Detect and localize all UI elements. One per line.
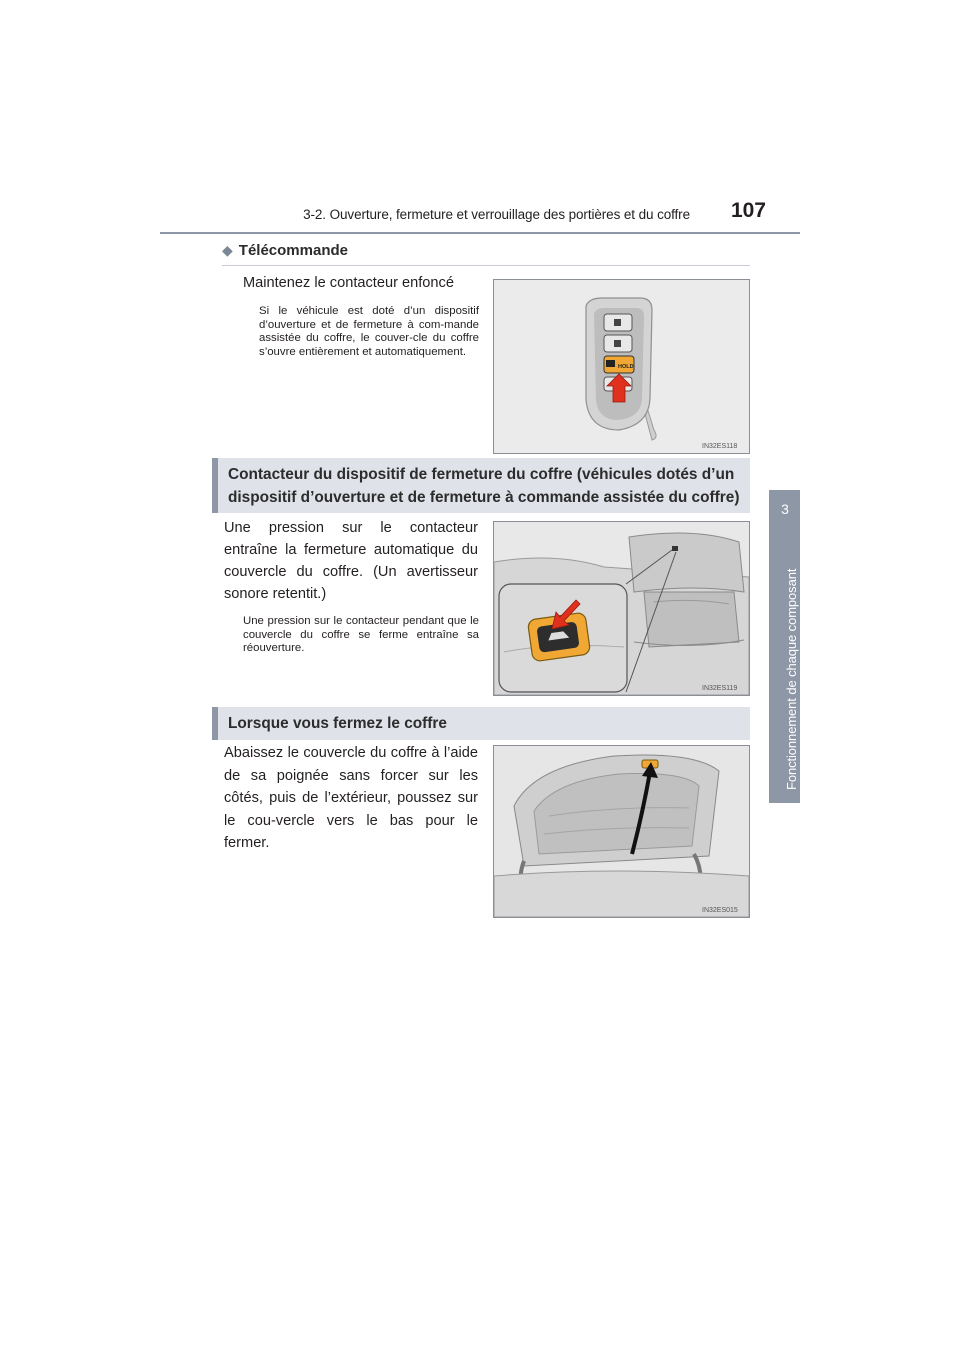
subsection-heading-remote-text: Télécommande: [238, 242, 348, 259]
image-code-2: IN32ES119: [702, 685, 738, 692]
running-header-title: 3-2. Ouverture, fermeture et verrouillage des portières et du coffre: [303, 207, 690, 222]
remote-instruction: Maintenez le contacteur enfoncé: [243, 275, 454, 291]
chapter-tab-label: Fonctionnement de chaque composant: [784, 568, 799, 790]
closing-switch-note: Une pression sur le contacteur pendant que le couvercle du coffre se ferme entraîne sa réouverture.: [243, 615, 479, 654]
image-code-3: IN32ES015: [702, 907, 738, 914]
section-heading-closing-trunk: Lorsque vous fermez le coffre: [212, 707, 750, 740]
closing-trunk-body: Abaissez le couvercle du coffre à l’aide de sa poignée sans forcer sur les côtés, puis de l’extérieur, poussez sur le cou-vercle vers le bas pour le fermer.: [224, 745, 478, 851]
section-heading-closing-switch: Contacteur du dispositif de fermeture du coffre (véhicules dotés d’un dispositif d’ouverture et de fermeture à commande assistée du coffre): [212, 458, 750, 513]
closing-switch-body: Une pression sur le contacteur entraîne la fermeture automatique du couvercle du coffre. (Un avertisseur sonore retentit.): [224, 520, 478, 602]
chapter-tab-number: 3: [781, 501, 789, 517]
page-number: 107: [730, 199, 766, 222]
key-fob-illustration: [493, 279, 750, 454]
trunk-switch-illustration: [493, 521, 750, 696]
image-code-1: IN32ES118: [702, 443, 738, 450]
hold-button-label: HOLD: [618, 364, 634, 370]
closing-trunk-illustration: [493, 745, 750, 918]
remote-note: Si le véhicule est doté d’un dispositif d’ouverture et de fermeture à com-mande assistée du coffre, le couver-cle du coffre s’ouvre entièrement et automatiquement.: [259, 305, 479, 358]
subsection-heading-remote: [222, 242, 348, 259]
diamond-bullet-icon: ◆: [222, 242, 233, 258]
header-divider: [160, 232, 800, 234]
subsection-divider: [222, 265, 750, 266]
